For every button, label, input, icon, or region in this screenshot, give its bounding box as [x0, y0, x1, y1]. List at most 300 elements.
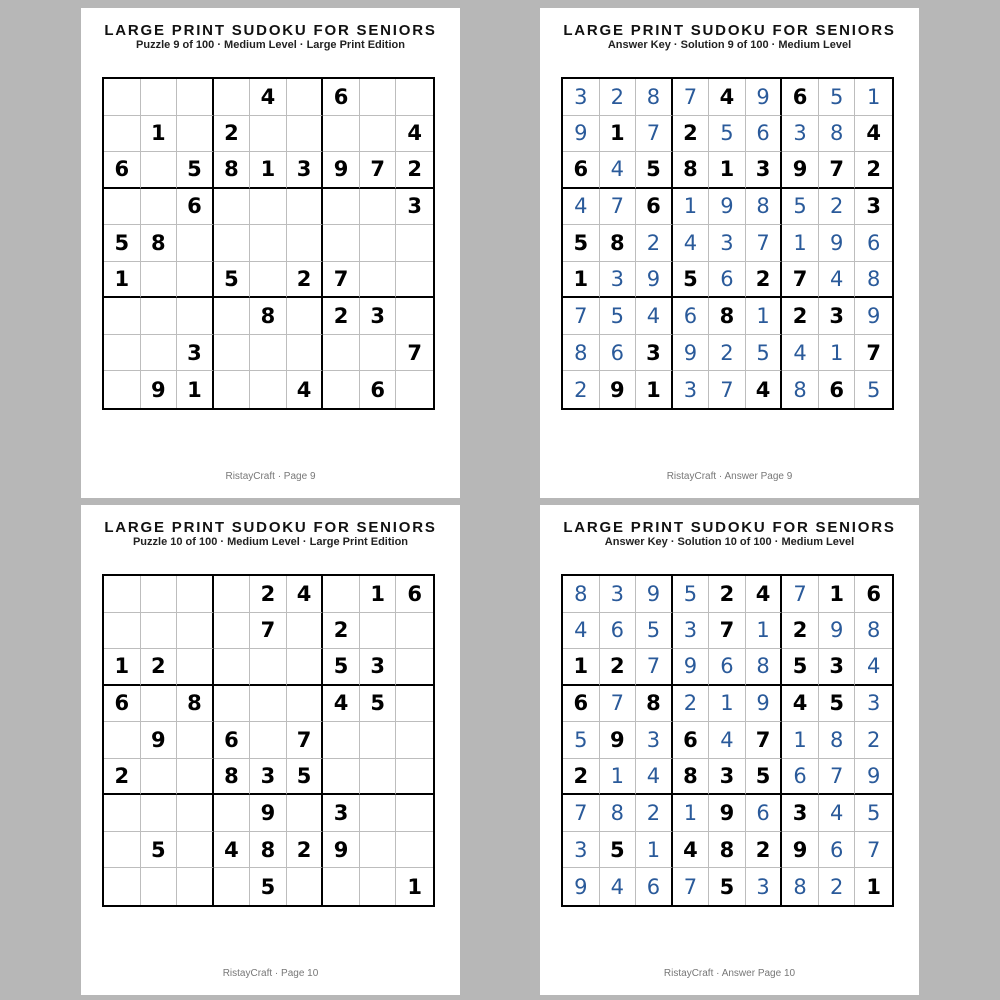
empty-cell — [396, 832, 433, 869]
given-digit-cell: 7 — [709, 613, 746, 650]
given-digit-cell: 1 — [709, 152, 746, 189]
solution-digit-cell: 4 — [563, 189, 600, 226]
solution-digit-cell: 2 — [819, 868, 856, 905]
solution-digit-cell: 4 — [673, 225, 710, 262]
page-title: LARGE PRINT SUDOKU FOR SENIORS — [563, 519, 896, 536]
given-digit-cell: 2 — [746, 262, 783, 299]
empty-cell — [214, 298, 251, 335]
solution-digit-cell: 6 — [673, 298, 710, 335]
given-digit-cell: 4 — [323, 686, 360, 723]
solution-digit-cell: 8 — [819, 722, 856, 759]
empty-cell — [141, 262, 178, 299]
empty-cell — [360, 79, 397, 116]
solution-digit-cell: 6 — [709, 262, 746, 299]
given-digit-cell: 8 — [673, 759, 710, 796]
solution-digit-cell: 9 — [673, 335, 710, 372]
empty-cell — [177, 868, 214, 905]
empty-cell — [250, 189, 287, 226]
empty-cell — [287, 116, 324, 153]
empty-cell — [396, 371, 433, 408]
given-digit-cell: 2 — [396, 152, 433, 189]
solution-digit-cell: 9 — [819, 225, 856, 262]
solution-digit-cell: 7 — [673, 868, 710, 905]
solution-digit-cell: 1 — [709, 686, 746, 723]
solution-digit-cell: 1 — [600, 759, 637, 796]
empty-cell — [360, 613, 397, 650]
solution-digit-cell: 8 — [746, 189, 783, 226]
empty-cell — [360, 795, 397, 832]
empty-cell — [104, 832, 141, 869]
empty-cell — [177, 613, 214, 650]
given-digit-cell: 1 — [104, 262, 141, 299]
given-digit-cell: 7 — [287, 722, 324, 759]
solution-digit-cell: 7 — [563, 795, 600, 832]
empty-cell — [141, 189, 178, 226]
empty-cell — [396, 298, 433, 335]
given-digit-cell: 4 — [782, 686, 819, 723]
empty-cell — [214, 335, 251, 372]
given-digit-cell: 9 — [600, 722, 637, 759]
given-digit-cell: 6 — [563, 152, 600, 189]
given-digit-cell: 5 — [177, 152, 214, 189]
empty-cell — [141, 686, 178, 723]
given-digit-cell: 9 — [782, 832, 819, 869]
given-digit-cell: 3 — [782, 795, 819, 832]
solution-digit-cell: 7 — [636, 116, 673, 153]
solution-digit-cell: 3 — [636, 722, 673, 759]
empty-cell — [177, 79, 214, 116]
solution-digit-cell: 8 — [855, 613, 892, 650]
solution-digit-cell: 4 — [600, 868, 637, 905]
solution-digit-cell: 7 — [600, 686, 637, 723]
empty-cell — [287, 298, 324, 335]
given-digit-cell: 5 — [214, 262, 251, 299]
solution-digit-cell: 2 — [636, 795, 673, 832]
solution-digit-cell: 3 — [600, 262, 637, 299]
given-digit-cell: 2 — [673, 116, 710, 153]
given-digit-cell: 6 — [323, 79, 360, 116]
given-digit-cell: 1 — [600, 116, 637, 153]
empty-cell — [104, 722, 141, 759]
given-digit-cell: 5 — [782, 649, 819, 686]
empty-cell — [104, 116, 141, 153]
empty-cell — [287, 868, 324, 905]
solution-digit-cell: 9 — [563, 868, 600, 905]
given-digit-cell: 3 — [819, 298, 856, 335]
given-digit-cell: 6 — [214, 722, 251, 759]
given-digit-cell: 2 — [855, 152, 892, 189]
empty-cell — [104, 576, 141, 613]
solution-digit-cell: 1 — [782, 722, 819, 759]
empty-cell — [287, 686, 324, 723]
answer-page-9 — [540, 8, 919, 498]
empty-cell — [396, 795, 433, 832]
empty-cell — [141, 152, 178, 189]
solution-digit-cell: 5 — [563, 722, 600, 759]
solution-digit-cell: 9 — [673, 649, 710, 686]
given-digit-cell: 1 — [819, 576, 856, 613]
page-footer: RistayCraft · Answer Page 10 — [663, 968, 796, 979]
solution-digit-cell: 8 — [782, 371, 819, 408]
empty-cell — [141, 335, 178, 372]
given-digit-cell: 2 — [287, 832, 324, 869]
given-digit-cell: 2 — [104, 759, 141, 796]
solution-digit-cell: 5 — [855, 795, 892, 832]
solution-digit-cell: 4 — [855, 649, 892, 686]
solution-digit-cell: 3 — [709, 225, 746, 262]
given-digit-cell: 5 — [600, 832, 637, 869]
page-subtitle: Answer Key · Solution 10 of 100 · Medium Level — [604, 536, 855, 548]
solution-digit-cell: 2 — [855, 722, 892, 759]
empty-cell — [141, 79, 178, 116]
given-digit-cell: 7 — [323, 262, 360, 299]
given-digit-cell: 6 — [819, 371, 856, 408]
empty-cell — [360, 868, 397, 905]
sudoku-solution-grid — [561, 77, 894, 410]
solution-digit-cell: 3 — [600, 576, 637, 613]
given-digit-cell: 5 — [104, 225, 141, 262]
given-digit-cell: 6 — [360, 371, 397, 408]
given-digit-cell: 2 — [600, 649, 637, 686]
solution-digit-cell: 1 — [855, 79, 892, 116]
given-digit-cell: 7 — [855, 335, 892, 372]
empty-cell — [323, 722, 360, 759]
empty-cell — [250, 686, 287, 723]
given-digit-cell: 9 — [323, 152, 360, 189]
given-digit-cell: 3 — [177, 335, 214, 372]
given-digit-cell: 3 — [819, 649, 856, 686]
page-footer: RistayCraft · Page 9 — [225, 471, 316, 482]
empty-cell — [396, 79, 433, 116]
given-digit-cell: 2 — [563, 759, 600, 796]
given-digit-cell: 2 — [709, 576, 746, 613]
empty-cell — [104, 335, 141, 372]
given-digit-cell: 8 — [214, 759, 251, 796]
given-digit-cell: 6 — [563, 686, 600, 723]
solution-digit-cell: 4 — [636, 298, 673, 335]
given-digit-cell: 2 — [782, 613, 819, 650]
solution-digit-cell: 7 — [746, 225, 783, 262]
given-digit-cell: 8 — [250, 832, 287, 869]
given-digit-cell: 1 — [636, 371, 673, 408]
solution-digit-cell: 7 — [563, 298, 600, 335]
given-digit-cell: 1 — [360, 576, 397, 613]
solution-digit-cell: 3 — [782, 116, 819, 153]
solution-digit-cell: 2 — [600, 79, 637, 116]
empty-cell — [323, 868, 360, 905]
empty-cell — [104, 795, 141, 832]
solution-digit-cell: 1 — [636, 832, 673, 869]
solution-digit-cell: 4 — [636, 759, 673, 796]
given-digit-cell: 2 — [214, 116, 251, 153]
solution-digit-cell: 9 — [746, 686, 783, 723]
solution-digit-cell: 8 — [563, 576, 600, 613]
given-digit-cell: 3 — [396, 189, 433, 226]
puzzle-page-9 — [81, 8, 460, 498]
solution-digit-cell: 1 — [819, 335, 856, 372]
solution-digit-cell: 9 — [855, 298, 892, 335]
given-digit-cell: 6 — [855, 576, 892, 613]
empty-cell — [177, 795, 214, 832]
given-digit-cell: 4 — [855, 116, 892, 153]
empty-cell — [287, 613, 324, 650]
given-digit-cell: 9 — [141, 371, 178, 408]
given-digit-cell: 8 — [214, 152, 251, 189]
given-digit-cell: 2 — [746, 832, 783, 869]
given-digit-cell: 4 — [396, 116, 433, 153]
empty-cell — [177, 649, 214, 686]
empty-cell — [141, 759, 178, 796]
page-title: LARGE PRINT SUDOKU FOR SENIORS — [563, 22, 896, 39]
empty-cell — [214, 795, 251, 832]
given-digit-cell: 3 — [746, 152, 783, 189]
empty-cell — [214, 686, 251, 723]
solution-digit-cell: 3 — [563, 79, 600, 116]
solution-digit-cell: 8 — [855, 262, 892, 299]
empty-cell — [214, 649, 251, 686]
given-digit-cell: 3 — [855, 189, 892, 226]
page-title: LARGE PRINT SUDOKU FOR SENIORS — [104, 22, 437, 39]
given-digit-cell: 1 — [177, 371, 214, 408]
given-digit-cell: 4 — [287, 371, 324, 408]
solution-digit-cell: 9 — [746, 79, 783, 116]
given-digit-cell: 3 — [323, 795, 360, 832]
given-digit-cell: 2 — [250, 576, 287, 613]
solution-digit-cell: 3 — [746, 868, 783, 905]
solution-digit-cell: 2 — [673, 686, 710, 723]
solution-digit-cell: 2 — [709, 335, 746, 372]
empty-cell — [104, 79, 141, 116]
given-digit-cell: 4 — [709, 79, 746, 116]
empty-cell — [360, 832, 397, 869]
empty-cell — [250, 262, 287, 299]
empty-cell — [396, 759, 433, 796]
given-digit-cell: 5 — [563, 225, 600, 262]
page-subtitle: Answer Key · Solution 9 of 100 · Medium Level — [607, 39, 852, 51]
given-digit-cell: 3 — [360, 649, 397, 686]
solution-digit-cell: 3 — [563, 832, 600, 869]
solution-digit-cell: 6 — [782, 759, 819, 796]
empty-cell — [360, 262, 397, 299]
given-digit-cell: 2 — [287, 262, 324, 299]
solution-digit-cell: 8 — [636, 79, 673, 116]
given-digit-cell: 4 — [746, 371, 783, 408]
given-digit-cell: 4 — [746, 576, 783, 613]
page-subtitle: Puzzle 10 of 100 · Medium Level · Large Print Edition — [132, 536, 409, 548]
empty-cell — [177, 262, 214, 299]
solution-digit-cell: 1 — [746, 613, 783, 650]
given-digit-cell: 8 — [636, 686, 673, 723]
empty-cell — [177, 832, 214, 869]
empty-cell — [287, 189, 324, 226]
solution-digit-cell: 5 — [819, 79, 856, 116]
given-digit-cell: 7 — [250, 613, 287, 650]
empty-cell — [177, 576, 214, 613]
solution-digit-cell: 4 — [819, 795, 856, 832]
empty-cell — [141, 795, 178, 832]
given-digit-cell: 6 — [396, 576, 433, 613]
given-digit-cell: 8 — [600, 225, 637, 262]
given-digit-cell: 8 — [250, 298, 287, 335]
solution-digit-cell: 3 — [673, 371, 710, 408]
solution-digit-cell: 9 — [819, 613, 856, 650]
solution-digit-cell: 5 — [673, 576, 710, 613]
empty-cell — [104, 189, 141, 226]
given-digit-cell: 6 — [782, 79, 819, 116]
empty-cell — [360, 759, 397, 796]
given-digit-cell: 9 — [141, 722, 178, 759]
solution-digit-cell: 8 — [600, 795, 637, 832]
given-digit-cell: 6 — [104, 152, 141, 189]
empty-cell — [323, 576, 360, 613]
given-digit-cell: 7 — [746, 722, 783, 759]
empty-cell — [287, 225, 324, 262]
solution-digit-cell: 4 — [563, 613, 600, 650]
given-digit-cell: 9 — [782, 152, 819, 189]
sudoku-solution-grid — [561, 574, 894, 907]
given-digit-cell: 9 — [323, 832, 360, 869]
empty-cell — [250, 371, 287, 408]
given-digit-cell: 5 — [360, 686, 397, 723]
empty-cell — [177, 298, 214, 335]
empty-cell — [250, 116, 287, 153]
empty-cell — [141, 298, 178, 335]
solution-digit-cell: 8 — [819, 116, 856, 153]
solution-digit-cell: 6 — [636, 868, 673, 905]
solution-digit-cell: 5 — [636, 613, 673, 650]
page-footer: RistayCraft · Answer Page 9 — [666, 471, 793, 482]
given-digit-cell: 7 — [396, 335, 433, 372]
given-digit-cell: 8 — [709, 832, 746, 869]
empty-cell — [177, 759, 214, 796]
given-digit-cell: 6 — [636, 189, 673, 226]
empty-cell — [360, 189, 397, 226]
solution-digit-cell: 5 — [782, 189, 819, 226]
solution-digit-cell: 8 — [563, 335, 600, 372]
page-title: LARGE PRINT SUDOKU FOR SENIORS — [104, 519, 437, 536]
given-digit-cell: 7 — [819, 152, 856, 189]
given-digit-cell: 7 — [782, 262, 819, 299]
solution-digit-cell: 6 — [746, 795, 783, 832]
empty-cell — [214, 189, 251, 226]
empty-cell — [104, 613, 141, 650]
solution-digit-cell: 4 — [709, 722, 746, 759]
empty-cell — [396, 722, 433, 759]
solution-digit-cell: 4 — [600, 152, 637, 189]
solution-digit-cell: 9 — [855, 759, 892, 796]
empty-cell — [214, 371, 251, 408]
given-digit-cell: 5 — [746, 759, 783, 796]
solution-digit-cell: 9 — [563, 116, 600, 153]
given-digit-cell: 8 — [177, 686, 214, 723]
solution-digit-cell: 7 — [855, 832, 892, 869]
empty-cell — [323, 335, 360, 372]
given-digit-cell: 1 — [866, 874, 882, 899]
given-digit-cell: 9 — [600, 371, 637, 408]
page-subtitle: Puzzle 9 of 100 · Medium Level · Large Print Edition — [136, 39, 405, 51]
empty-cell — [287, 795, 324, 832]
empty-cell — [287, 649, 324, 686]
solution-digit-cell: 6 — [819, 832, 856, 869]
given-digit-cell: 6 — [104, 686, 141, 723]
empty-cell — [287, 79, 324, 116]
solution-digit-cell: 2 — [819, 189, 856, 226]
empty-cell — [396, 262, 433, 299]
solution-digit-cell: 9 — [636, 262, 673, 299]
empty-cell — [177, 722, 214, 759]
solution-digit-cell: 9 — [636, 576, 673, 613]
solution-digit-cell: 6 — [746, 116, 783, 153]
given-digit-cell: 3 — [287, 152, 324, 189]
solution-digit-cell: 3 — [855, 686, 892, 723]
given-digit-cell: 4 — [287, 576, 324, 613]
empty-cell — [360, 225, 397, 262]
given-digit-cell: 1 — [104, 649, 141, 686]
solution-digit-cell: 1 — [782, 225, 819, 262]
solution-digit-cell: 1 — [673, 189, 710, 226]
empty-cell — [396, 686, 433, 723]
given-digit-cell: 1 — [250, 152, 287, 189]
empty-cell — [214, 868, 251, 905]
page-footer: RistayCraft · Page 10 — [222, 968, 319, 979]
solution-digit-cell: 4 — [782, 335, 819, 372]
solution-digit-cell: 1 — [746, 298, 783, 335]
empty-cell — [177, 116, 214, 153]
given-digit-cell: 8 — [141, 225, 178, 262]
answer-page-10 — [540, 505, 919, 995]
given-digit-cell: 3 — [636, 335, 673, 372]
given-digit-cell: 2 — [323, 613, 360, 650]
empty-cell — [360, 116, 397, 153]
solution-digit-cell: 5 — [867, 377, 881, 402]
empty-cell — [323, 759, 360, 796]
empty-cell — [214, 79, 251, 116]
given-digit-cell: 4 — [673, 832, 710, 869]
given-digit-cell: 4 — [214, 832, 251, 869]
solution-digit-cell: 7 — [819, 759, 856, 796]
solution-digit-cell: 7 — [782, 576, 819, 613]
given-digit-cell: 5 — [673, 262, 710, 299]
given-digit-cell: 2 — [141, 649, 178, 686]
empty-cell — [287, 335, 324, 372]
given-digit-cell: 5 — [636, 152, 673, 189]
given-digit-cell: 5 — [141, 832, 178, 869]
empty-cell — [141, 613, 178, 650]
given-digit-cell: 6 — [673, 722, 710, 759]
given-digit-cell: 8 — [709, 298, 746, 335]
empty-cell — [360, 722, 397, 759]
solution-digit-cell: 5 — [746, 335, 783, 372]
empty-cell — [104, 868, 141, 905]
sudoku-grid — [102, 77, 435, 410]
solution-digit-cell: 7 — [600, 189, 637, 226]
given-digit-cell: 1 — [407, 874, 423, 899]
given-digit-cell: 2 — [323, 298, 360, 335]
empty-cell — [214, 225, 251, 262]
empty-cell — [250, 649, 287, 686]
given-digit-cell: 9 — [709, 795, 746, 832]
given-digit-cell: 5 — [709, 868, 746, 905]
solution-digit-cell: 7 — [636, 649, 673, 686]
empty-cell — [177, 225, 214, 262]
given-digit-cell: 7 — [360, 152, 397, 189]
solution-digit-cell: 9 — [709, 189, 746, 226]
empty-cell — [360, 335, 397, 372]
given-digit-cell: 9 — [250, 795, 287, 832]
solution-digit-cell: 2 — [636, 225, 673, 262]
empty-cell — [141, 576, 178, 613]
empty-cell — [396, 649, 433, 686]
